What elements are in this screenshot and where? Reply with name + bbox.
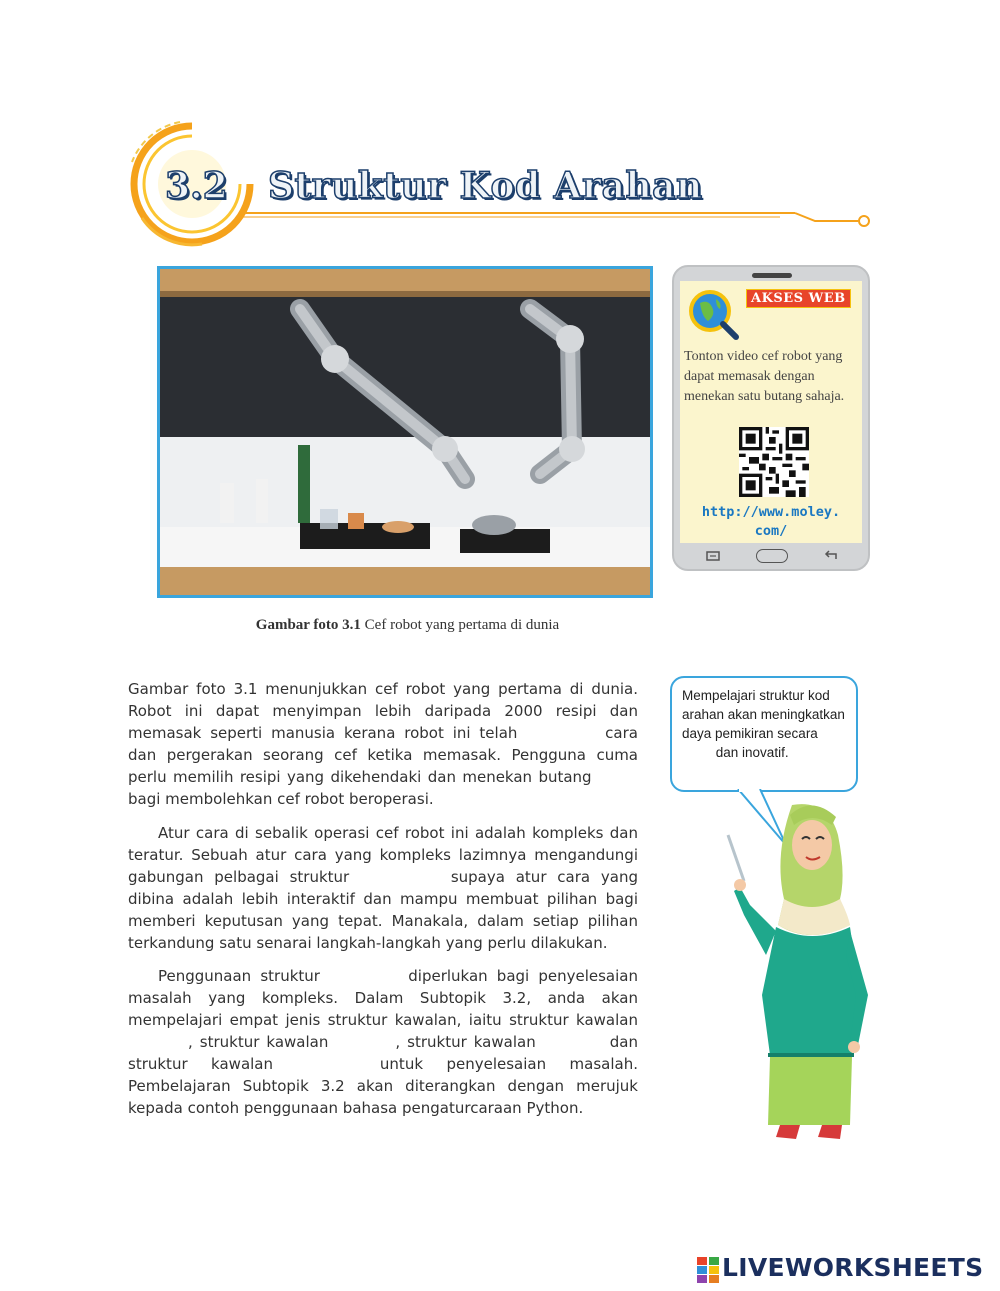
p3-text-a: Penggunaan struktur xyxy=(158,967,320,985)
phone-instruction: Tonton video cef robot yang dapat memasak dengan menekan satu butang sahaja. xyxy=(684,349,845,404)
menu-icon xyxy=(706,549,720,563)
section-title: Struktur Kod Arahan xyxy=(268,165,703,207)
p1-text-b: cara dan pergerakan seorang cef ketika memasak. Pengguna cuma perlu memilih resipi yang dikehendaki dan menekan butang xyxy=(128,724,638,786)
blank-gap xyxy=(526,728,596,740)
web-link[interactable] xyxy=(682,503,860,541)
teacher-character-illustration xyxy=(700,795,880,1145)
liveworksheets-logo-icon xyxy=(697,1257,719,1283)
robot-chef-photo xyxy=(157,266,653,598)
back-arrow-icon xyxy=(824,549,838,563)
blank-gap xyxy=(128,1037,188,1049)
blank-gap xyxy=(296,1059,356,1071)
p2-text-a: Atur cara di sebalik operasi cef robot ini adalah kompleks dan teratur. Sebuah atur cara yang kompleks lazimnya mengandungi gabungan pelbagai struktur xyxy=(128,824,638,886)
title-underline xyxy=(240,207,875,231)
home-button xyxy=(756,549,788,563)
caption-text: Cef robot yang pertama di dunia xyxy=(364,617,560,633)
bubble-text-a: Mempelajari struktur kod arahan akan meningkatkan daya pemikiran secara xyxy=(682,688,845,741)
liveworksheets-wordmark: LIVEWORKSHEETS xyxy=(722,1253,984,1282)
blank-gap xyxy=(682,747,712,759)
p3-text-e: dan struktur kawalan xyxy=(128,1033,638,1073)
p3-text-c: , struktur kawalan xyxy=(188,1033,329,1051)
web-link-line-1[interactable]: http://www.moley. xyxy=(701,504,841,520)
globe-magnifier-icon xyxy=(686,287,740,341)
blank-gap xyxy=(543,1037,603,1049)
phone-speaker xyxy=(752,273,792,278)
paragraph-3 xyxy=(128,965,638,1119)
p3-text-d: , struktur kawalan xyxy=(395,1033,536,1051)
blank-gap xyxy=(598,772,638,784)
speech-bubble xyxy=(670,676,858,792)
web-link-line-2[interactable]: com/ xyxy=(754,523,788,539)
blank-gap xyxy=(329,971,399,983)
web-access-phone xyxy=(672,265,870,571)
p1-text-c: bagi membolehkan cef robot beroperasi. xyxy=(128,790,434,808)
paragraph-2 xyxy=(128,822,638,954)
blank-gap xyxy=(335,1037,395,1049)
p1-text-a: Gambar foto 3.1 menunjukkan cef robot yang pertama di dunia. Robot ini dapat menyimpan lebih daripada 2000 resipi dan memasak seperti manusia kerana robot ini telah xyxy=(128,680,638,742)
p2-text-b: supaya atur cara yang dibina adalah lebih interaktif dan mampu membuat pilihan bagi memberi keputusan yang tepat. Manakala, dalam setiap pilihan terkandung satu senarai langkah-langkah yang perlu dilakukan. xyxy=(128,868,638,952)
p3-text-b: diperlukan bagi penyelesaian masalah yang kompleks. Dalam Subtopik 3.2, anda akan mempelajari empat jenis struktur kawalan, iaitu struktur kawalan xyxy=(128,967,638,1029)
paragraph-1 xyxy=(128,678,638,810)
phone-screen xyxy=(680,281,862,543)
caption-label: Gambar foto 3.1 xyxy=(255,617,361,633)
section-number: 3.2 xyxy=(165,165,228,207)
bubble-text-b: dan inovatif. xyxy=(715,745,789,760)
qr-code-icon[interactable] xyxy=(739,427,809,497)
web-access-badge: AKSES WEB xyxy=(746,289,851,308)
photo-caption xyxy=(160,617,655,634)
blank-gap xyxy=(360,872,440,884)
p3-text-f: untuk penyelesaian masalah. Pembelajaran Subtopik 3.2 akan diterangkan dengan merujuk kepada contoh penggunaan bahasa pengaturcaraan Python. xyxy=(128,1055,638,1117)
